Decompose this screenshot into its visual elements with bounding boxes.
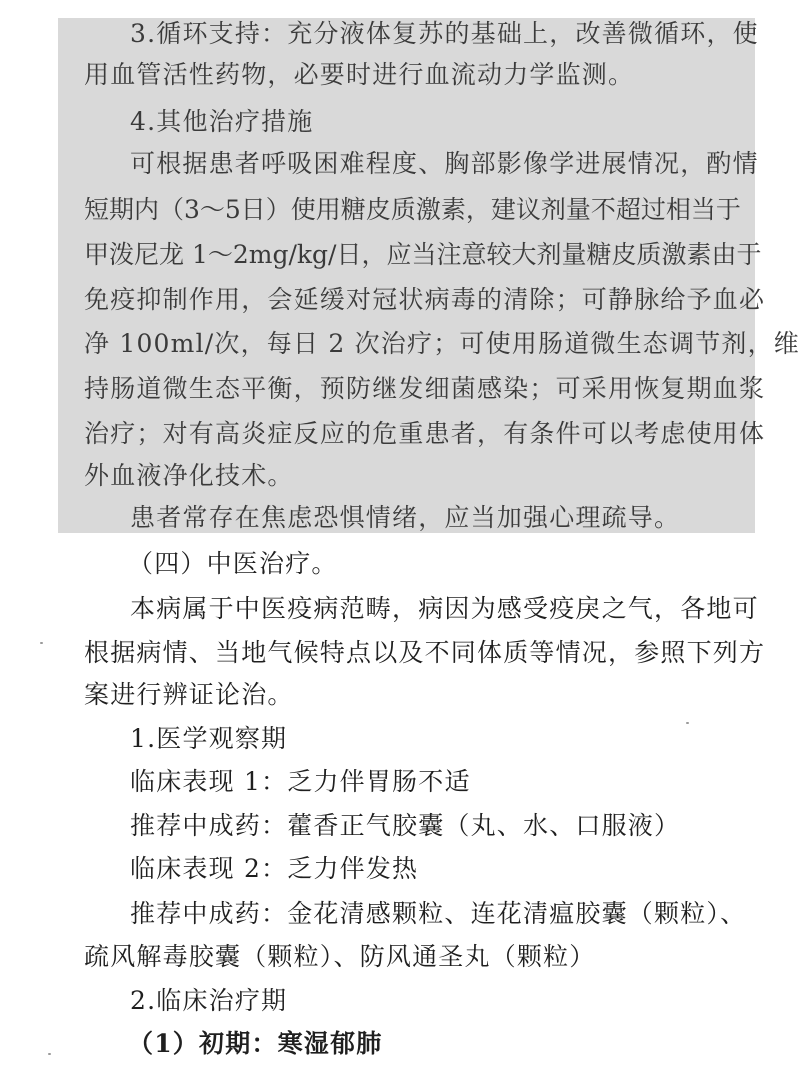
text-line-measures-2: 短期内（3～5日）使用糖皮质激素，建议剂量不超过相当于 — [84, 195, 741, 224]
text-line-manifestation-2: 临床表现 2：乏力伴发热 — [130, 854, 419, 883]
scan-speck — [686, 722, 689, 724]
text-line-circulation-1: 3.循环支持：充分液体复苏的基础上，改善微循环，使 — [130, 19, 759, 48]
text-line-measures-8: 外血液净化技术。 — [84, 461, 294, 490]
subheading-observation-period: 1.医学观察期 — [130, 724, 288, 753]
text-line-tcm-intro-3: 案进行辨证论治。 — [84, 680, 294, 709]
text-line-tcm-intro-2: 根据病情、当地气候特点以及不同体质等情况，参照下列方 — [84, 638, 766, 667]
text-line-psychological: 患者常存在焦虑恐惧情绪，应当加强心理疏导。 — [130, 503, 681, 532]
highlighted-passage-background — [58, 18, 755, 533]
text-line-measures-3: 甲泼尼龙 1～2mg/kg/日，应当注意较大剂量糖皮质激素由于 — [84, 240, 762, 269]
text-line-measures-7: 治疗；对有高炎症反应的危重患者，有条件可以考虑使用体 — [84, 419, 766, 448]
text-line-measures-4: 免疫抑制作用，会延缓对冠状病毒的清除；可静脉给予血必 — [84, 285, 766, 314]
text-line-measures-5: 净 100ml/次，每日 2 次治疗；可使用肠道微生态调节剂，维 — [84, 329, 800, 358]
text-line-measures-6: 持肠道微生态平衡，预防继发细菌感染；可采用恢复期血浆 — [84, 374, 766, 403]
text-line-medicine-2a: 推荐中成药：金花清感颗粒、连花清瘟胶囊（颗粒）、 — [130, 899, 747, 928]
subheading-clinical-treatment-period: 2.临床治疗期 — [130, 986, 288, 1015]
subheading-other-measures: 4.其他治疗措施 — [130, 107, 314, 136]
text-line-tcm-intro-1: 本病属于中医疫病范畴，病因为感受疫戾之气，各地可 — [130, 594, 759, 623]
section-heading-tcm: （四）中医治疗。 — [128, 549, 338, 578]
scan-speck — [40, 642, 43, 644]
text-line-circulation-2: 用血管活性药物，必要时进行血流动力学监测。 — [84, 60, 635, 89]
subheading-initial-stage: （1）初期：寒湿郁肺 — [128, 1029, 383, 1058]
text-line-manifestation-1: 临床表现 1：乏力伴胃肠不适 — [130, 767, 471, 796]
scan-speck — [48, 1053, 51, 1055]
text-line-medicine-2b: 疏风解毒胶囊（颗粒）、防风通圣丸（颗粒） — [84, 942, 596, 971]
text-line-measures-1: 可根据患者呼吸困难程度、胸部影像学进展情况，酌情 — [130, 149, 759, 178]
text-line-medicine-1: 推荐中成药：藿香正气胶囊（丸、水、口服液） — [130, 811, 681, 840]
